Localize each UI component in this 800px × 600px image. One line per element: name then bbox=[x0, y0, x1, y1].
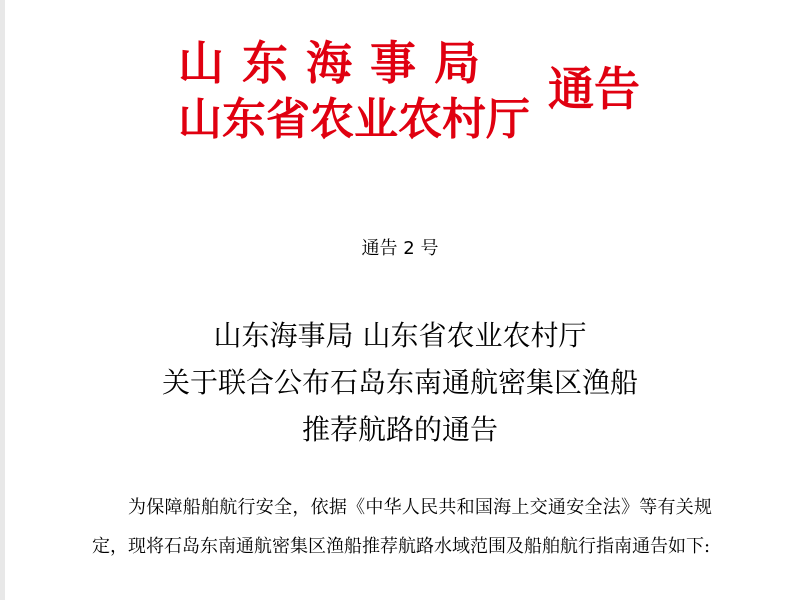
notice-heading-word: 通告 bbox=[548, 62, 640, 116]
title-line-3: 推荐航路的通告 bbox=[301, 413, 498, 446]
title-line-2: 关于联合公布石岛东南通航密集区渔船 bbox=[161, 366, 638, 399]
document-header bbox=[0, 0, 800, 170]
document-title bbox=[0, 312, 800, 453]
body-paragraph: 为保障船舶航行安全，依据《中华人民共和国海上交通安全法》等有关规定，现将石岛东南通航密集区渔船推荐航路水域范围及船舶航行指南通告如下: bbox=[92, 497, 712, 557]
issuer-name-agriculture-dept: 山东省农业农村厅 bbox=[178, 94, 530, 145]
title-line-1: 山东海事局 山东省农业农村厅 bbox=[213, 319, 587, 352]
document-number: 通告 2 号 bbox=[361, 238, 439, 259]
issuer-name-maritime-bureau: 山东海事局 bbox=[178, 36, 498, 90]
